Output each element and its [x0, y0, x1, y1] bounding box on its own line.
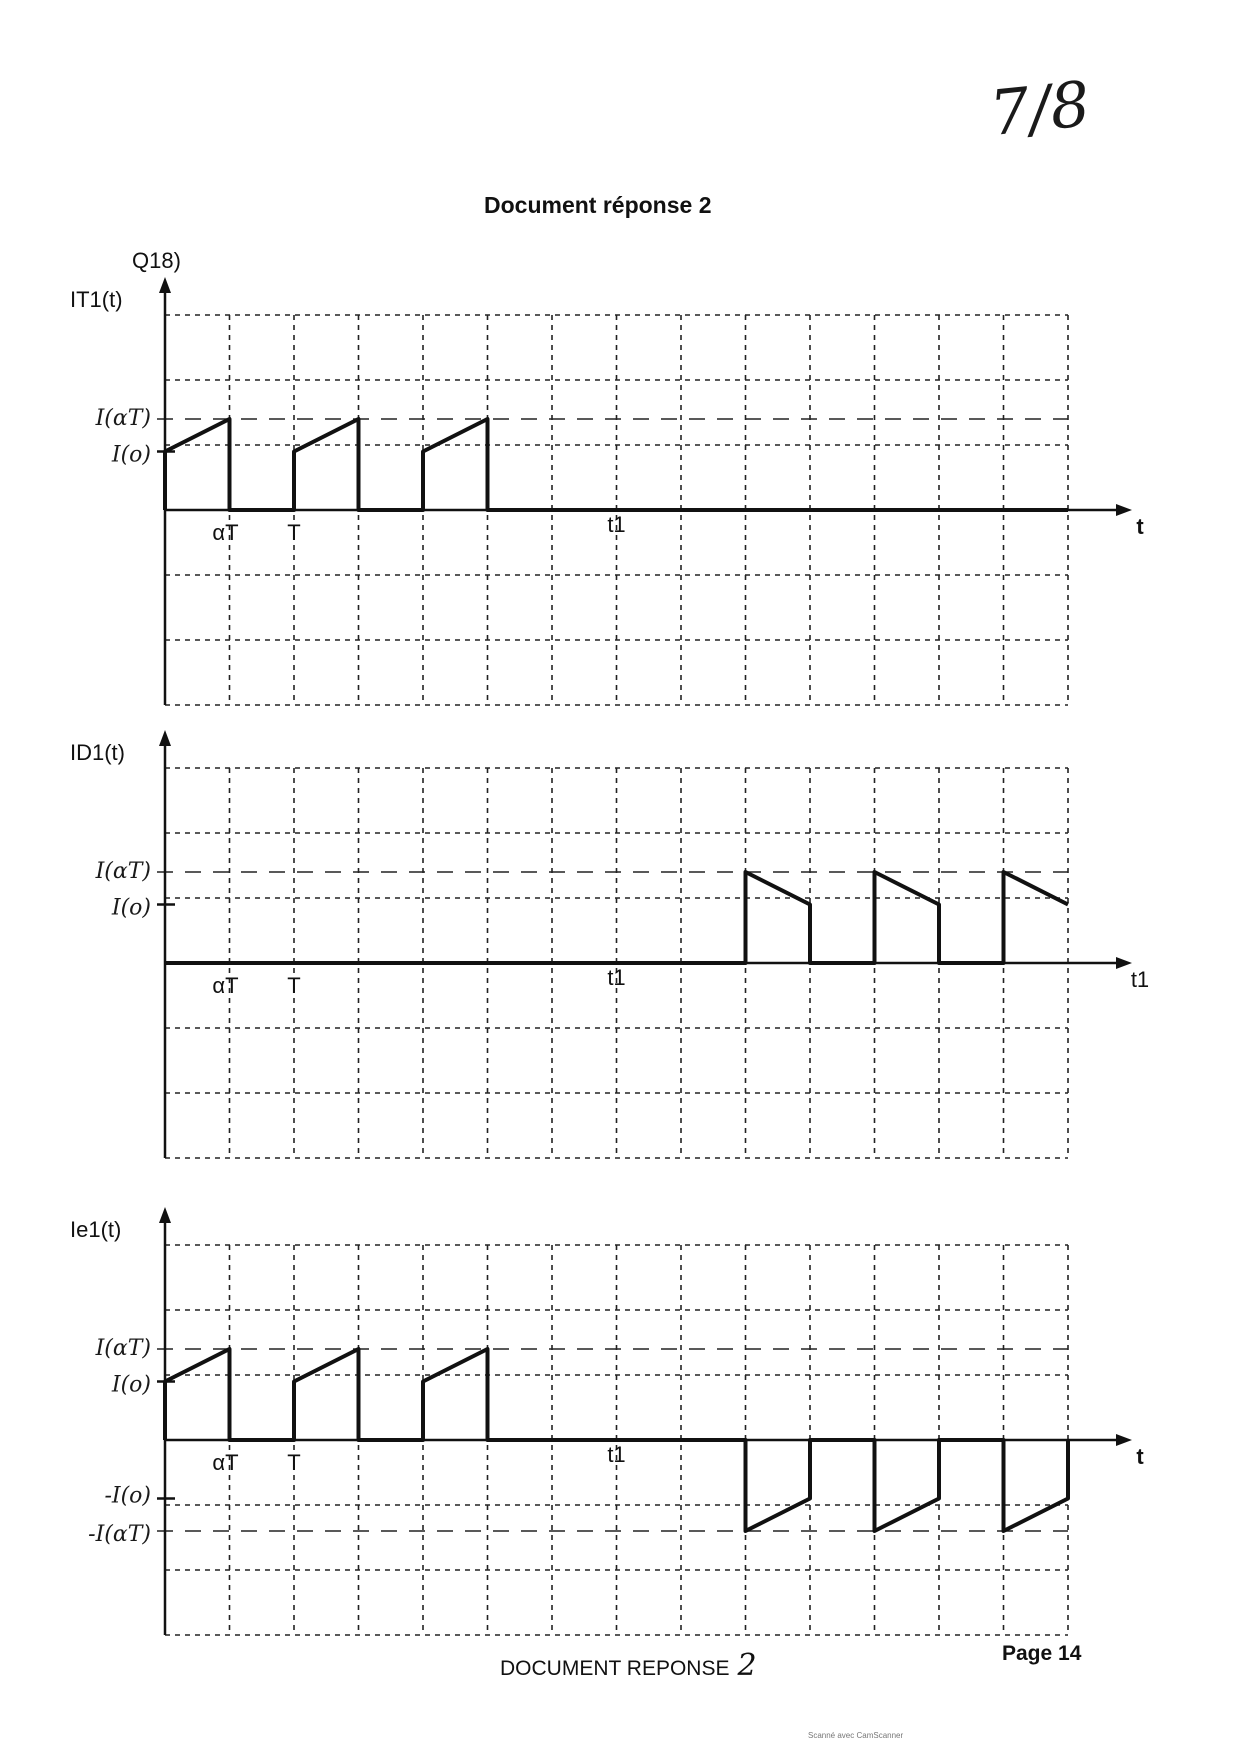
document-title: Document réponse 2	[484, 192, 712, 218]
axes-ie1	[159, 1207, 1132, 1635]
level-label-neg-high: -I(αT)	[88, 1522, 151, 1547]
y-axis-label: ID1(t)	[70, 740, 125, 765]
page-fraction: 7/8	[986, 66, 1094, 151]
x-axis-arrow	[1116, 1434, 1132, 1446]
level-label-low: I(o)	[111, 895, 151, 921]
tick-label-t: T	[287, 973, 301, 998]
level-label-low: I(o)	[111, 442, 151, 468]
y-axis-label: IT1(t)	[70, 287, 123, 312]
page-number: Page 14	[1002, 1642, 1082, 1665]
level-label-low: I(o)	[111, 1372, 151, 1398]
level-label-high: I(αT)	[95, 1336, 151, 1361]
tick-label-t1: t1	[607, 1442, 626, 1467]
tick-label-alpha-t: αT	[212, 973, 239, 998]
level-label-neg-low: -I(o)	[104, 1483, 151, 1509]
tick-label-t: T	[287, 520, 301, 545]
tick-label-alpha-t: αT	[212, 1450, 239, 1475]
level-label-high: I(αT)	[95, 859, 151, 884]
x-axis-label: t	[1136, 514, 1144, 539]
tick-label-t: T	[287, 1450, 301, 1475]
scanner-watermark: Scanné avec CamScanner	[808, 1731, 904, 1740]
tick-label-t1: t1	[607, 965, 626, 990]
x-axis-label: t	[1136, 1444, 1144, 1469]
level-label-high: I(αT)	[95, 406, 151, 431]
x-axis-label: t1	[1130, 967, 1150, 992]
footer-document-text: DOCUMENT REPONSE	[500, 1657, 730, 1680]
question-number: Q18)	[132, 248, 181, 273]
tick-label-alpha-t: αT	[212, 520, 239, 545]
y-axis-label: Ie1(t)	[70, 1217, 122, 1242]
tick-label-t1: t1	[607, 512, 626, 537]
footer-document-number: 2	[737, 1648, 757, 1683]
y-axis-arrow	[159, 1207, 171, 1223]
footer-document-label	[500, 1648, 757, 1683]
